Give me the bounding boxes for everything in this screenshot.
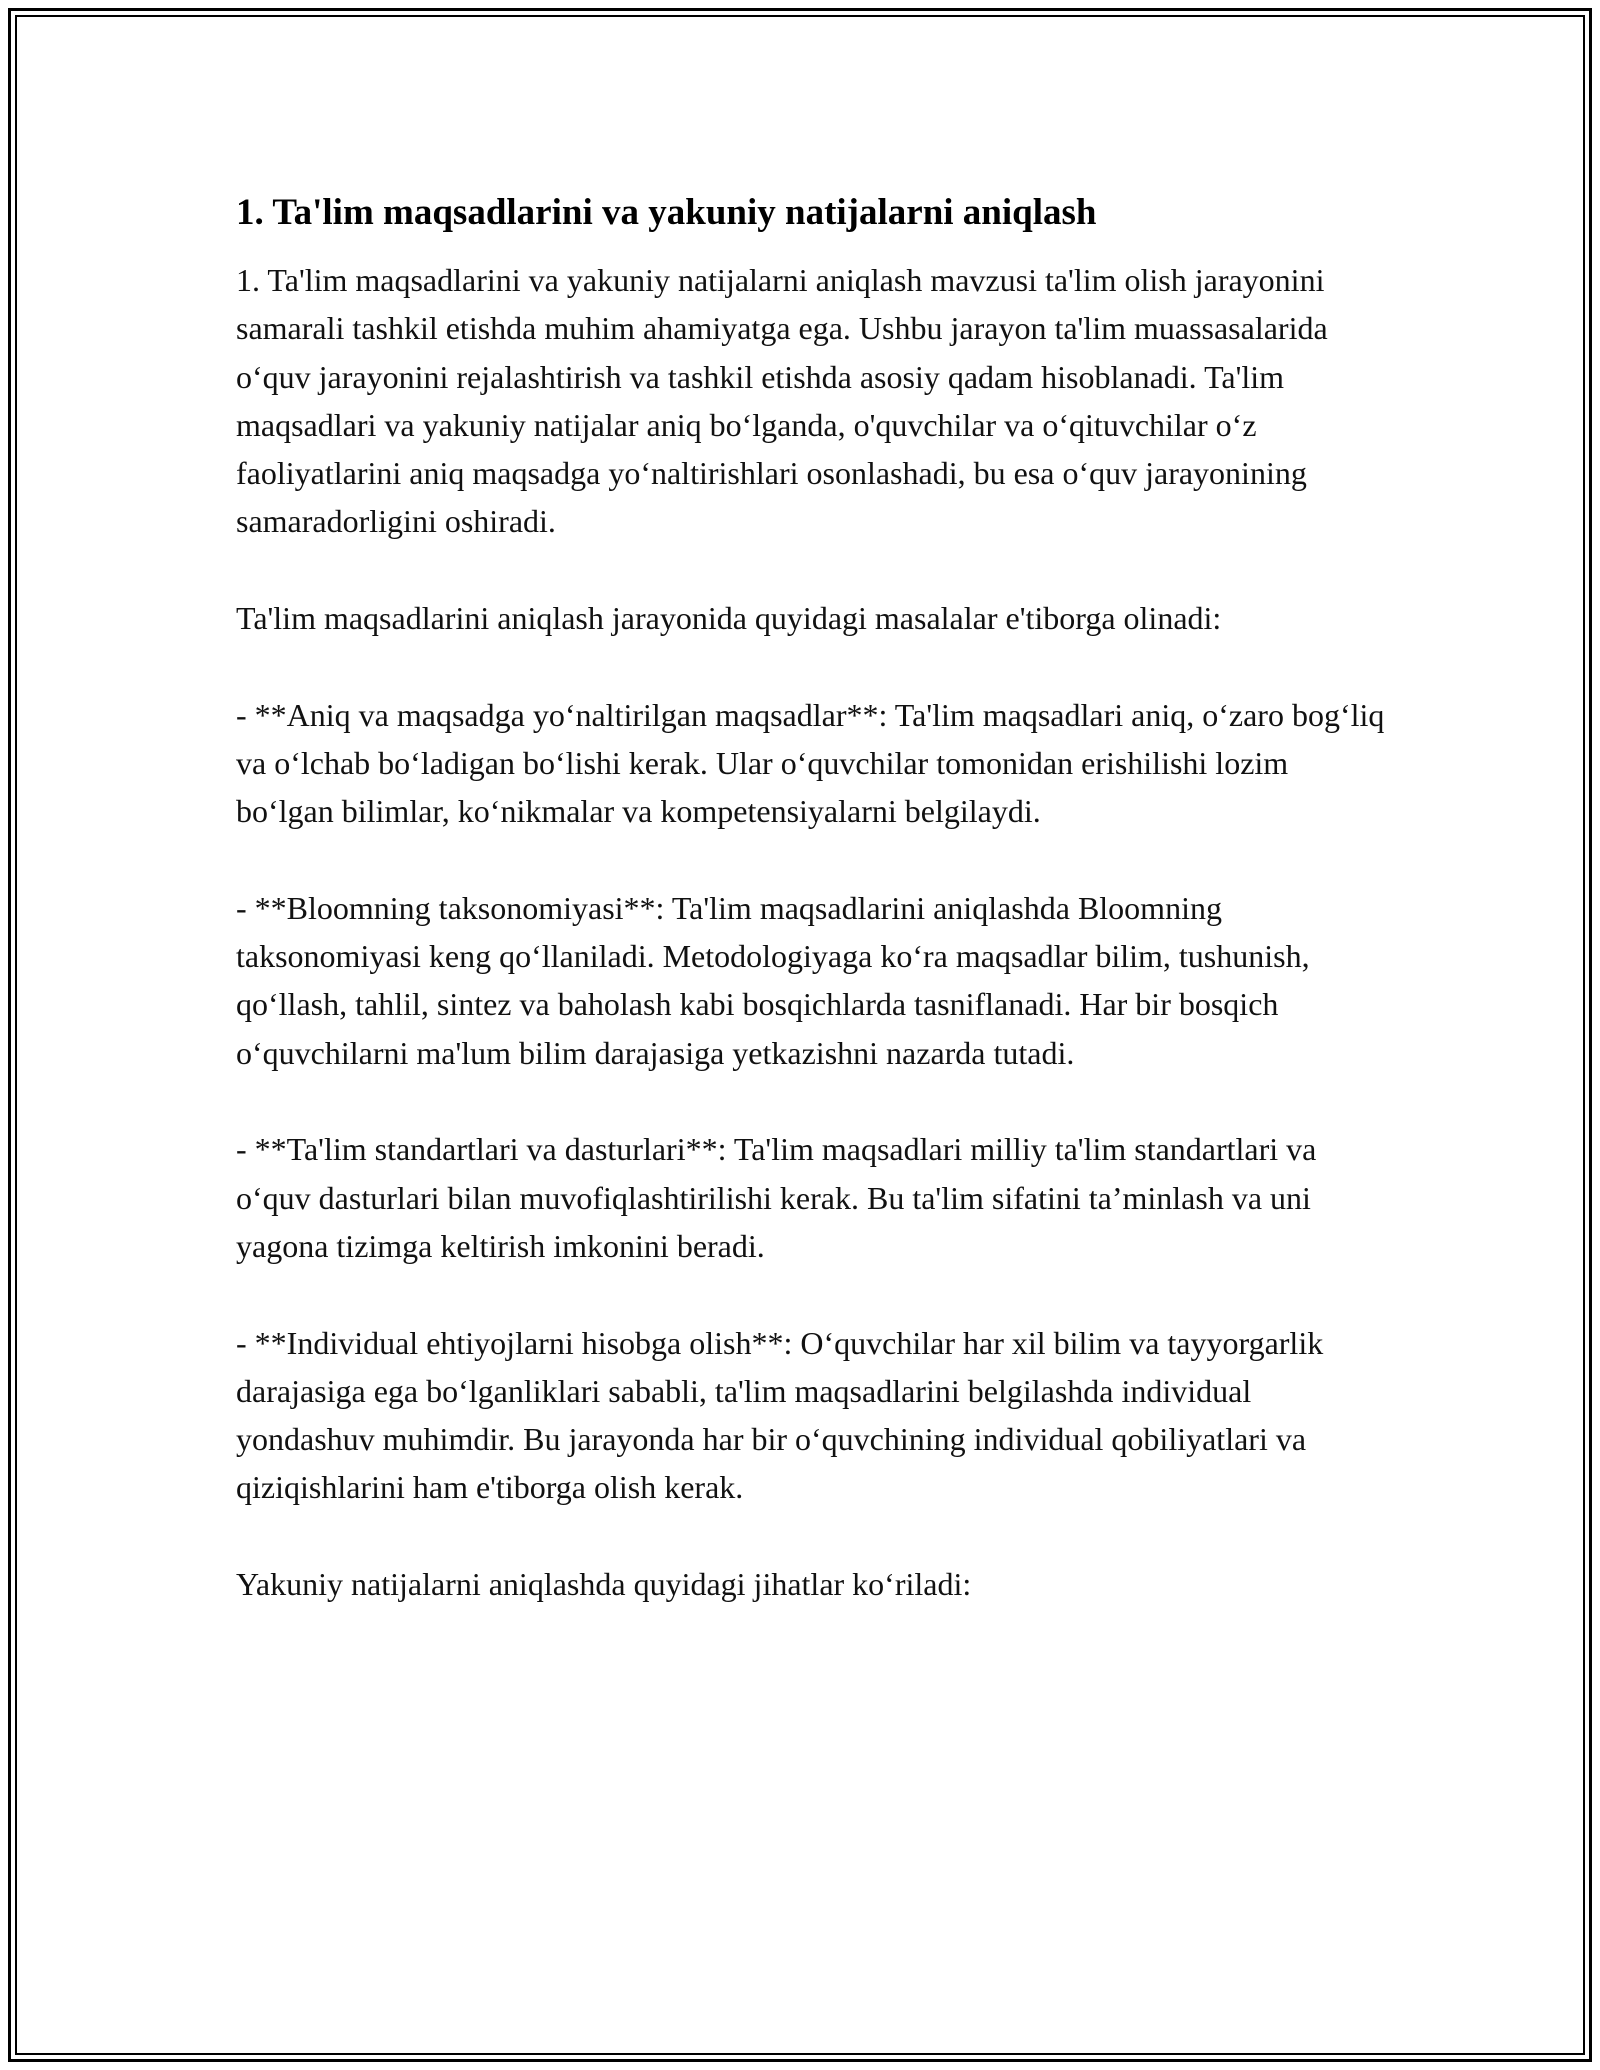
list-item-individual-needs: - **Individual ehtiyojlarni hisobga olish**: O‘quvchilar har xil bilim va tayyorgarlik darajasiga ega bo‘lganliklari sababli, ta'lim maqsadlarini belgilashda individual yondashuv muhimdir. Bu jarayonda har bir o‘quvchining individual qobiliyatlari va qiziqishlarini ham e'tiborga olish kerak. (236, 1324, 1324, 1506)
list-item-standards: - **Ta'lim standartlari va dasturlari**: Ta'lim maqsadlari milliy ta'lim standartlari va o‘quv dasturlari bilan muvofiqlashtirilishi kerak. Bu ta'lim sifatini ta’minlash va uni yagona tizimga keltirish imkonini beradi. (236, 1131, 1317, 1264)
goals-lead-paragraph: Ta'lim maqsadlarini aniqlash jarayonida quyidagi masalalar e'tiborga olinadi: (236, 600, 1222, 637)
section-heading: 1. Ta'lim maqsadlarini va yakuniy natijalarni aniqlash (236, 192, 1097, 233)
outcomes-lead-paragraph: Yakuniy natijalarni aniqlashda quyidagi jihatlar ko‘riladi: (236, 1566, 972, 1603)
list-item-bloom-taxonomy: - **Bloomning taksonomiyasi**: Ta'lim maqsadlarini aniqlashda Bloomning taksonomiyasi keng qo‘llaniladi. Metodologiyaga ko‘ra maqsadlar bilim, tushunish, qo‘llash, tahlil, sintez va baholash kabi bosqichlarda tasniflanadi. Har bir bosqich o‘quvchilarni ma'lum bilim darajasiga yetkazishni nazarda tutadi. (236, 889, 1310, 1071)
document-body (236, 186, 1386, 1608)
list-item-clear-goals: - **Aniq va maqsadga yo‘naltirilgan maqsadlar**: Ta'lim maqsadlari aniq, o‘zaro bog‘liq va o‘lchab bo‘ladigan bo‘lishi kerak. Ular o‘quvchilar tomonidan erishilishi lozim bo‘lgan bilimlar, ko‘nikmalar va kompetensiyalarni belgilaydi. (236, 696, 1385, 830)
intro-paragraph: 1. Ta'lim maqsadlarini va yakuniy natijalarni aniqlash mavzusi ta'lim olish jarayonini samarali tashkil etishda muhim ahamiyatga ega. Ushbu jarayon ta'lim muassasalarida o‘quv jarayonini rejalashtirish va tashkil etishda asosiy qadam hisoblanadi. Ta'lim maqsadlari va yakuniy natijalar aniq bo‘lganda, o'quvchilar va o‘qituvchilar o‘z faoliyatlarini aniq maqsadga yo‘naltirishlari osonlashadi, bu esa o‘quv jarayonining samaradorligini oshiradi. (236, 262, 1328, 540)
